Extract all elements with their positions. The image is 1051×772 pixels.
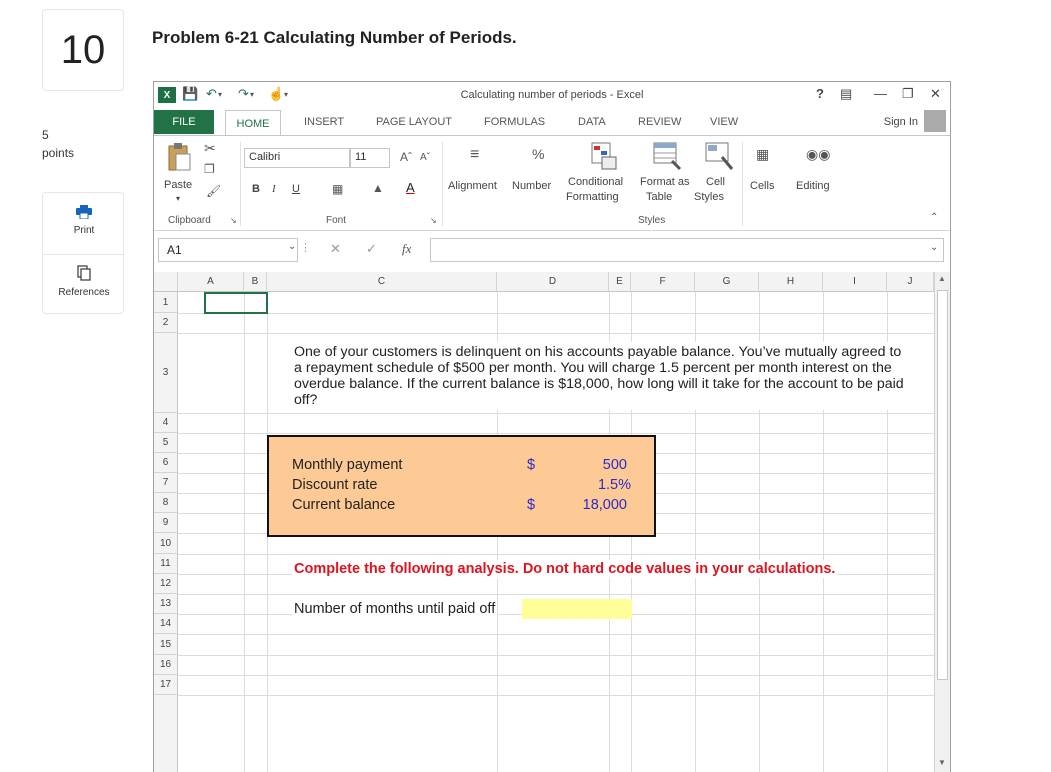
row-header[interactable]: 15 [154,634,178,655]
user-avatar-icon[interactable] [924,110,946,132]
redo-dropdown-icon[interactable]: ▾ [250,90,255,99]
cell-area[interactable] [178,292,934,772]
minimize-icon[interactable]: — [874,86,887,101]
editing-button[interactable]: Editing [796,180,830,192]
tab-view[interactable]: VIEW [710,116,739,128]
references-button[interactable] [43,265,125,315]
tab-file[interactable]: FILE [154,110,214,134]
row-header[interactable]: 2 [154,313,178,333]
formula-bar [154,236,950,264]
print-button[interactable] [43,205,125,255]
ribbon-separator [742,142,743,226]
number-button[interactable]: Number [512,180,552,192]
ribbon-separator [240,142,241,226]
confirm-entry-icon[interactable]: ✓ [366,241,377,256]
window-title: Calculating number of periods - Excel [460,89,644,101]
clipboard-icon[interactable] [166,142,192,172]
selected-cell-a1[interactable] [204,292,268,314]
restore-icon[interactable]: ❐ [902,86,914,101]
currency-symbol: $ [527,497,536,513]
conditional-formatting-label-2[interactable]: Formatting [566,191,619,203]
conditional-formatting-label-1[interactable]: Conditional [568,176,624,188]
worksheet-grid [154,272,950,772]
column-header[interactable]: G [695,272,759,292]
expand-formula-icon[interactable]: ⌄ [930,242,939,253]
format-as-table-label-1[interactable]: Format as [640,176,690,188]
ribbon-separator [442,142,443,226]
row-header[interactable]: 10 [154,533,178,554]
touch-mode-icon[interactable]: ☝ [268,86,285,101]
column-header[interactable]: E [609,272,631,292]
percent-icon[interactable]: % [532,146,545,162]
question-number: 10 [42,9,124,91]
format-painter-icon[interactable]: 🖌 [206,184,222,198]
discount-rate-value[interactable]: 1.5% [597,477,631,493]
references-label: References [58,287,110,298]
insert-function-button[interactable]: fx [402,241,412,256]
font-group-label: Font [326,215,347,226]
name-box-dropdown-icon[interactable]: ⌄ [288,241,297,252]
column-header[interactable]: D [497,272,609,292]
customize-qat-icon[interactable]: ▾ [284,90,289,99]
font-name-select[interactable]: Calibri [244,148,350,168]
sign-in-link[interactable]: Sign In [883,116,918,128]
column-header[interactable]: H [759,272,823,292]
problem-title: Problem 6-21 Calculating Number of Periods. [152,28,517,47]
tab-home[interactable]: HOME [225,110,281,136]
column-header[interactable]: A [178,272,244,292]
grow-font-icon[interactable]: Aˆ [400,150,412,164]
format-as-table-label-2[interactable]: Table [646,191,673,203]
tab-insert[interactable]: INSERT [304,116,345,128]
print-label: Print [73,225,95,236]
column-header[interactable]: C [267,272,497,292]
binoculars-icon[interactable]: ◉◉ [806,146,831,162]
tab-review[interactable]: REVIEW [638,116,682,128]
cut-icon[interactable]: ✂ [204,140,216,156]
scroll-thumb[interactable] [937,290,948,680]
row-header[interactable]: 9 [154,513,178,533]
conditional-formatting-icon[interactable] [590,141,618,171]
font-size-select[interactable]: 11 [350,148,390,168]
points-label: points [42,146,75,160]
bold-button[interactable]: B [252,183,260,195]
cancel-entry-icon[interactable]: ✕ [330,241,341,256]
alignment-icon[interactable]: ≡ [470,146,480,163]
tab-data[interactable]: DATA [578,116,606,128]
fill-color-icon[interactable]: ▲ [372,181,384,195]
row-header[interactable]: 12 [154,574,178,594]
scroll-down-icon[interactable]: ▼ [938,758,946,767]
cells-button[interactable]: Cells [750,180,775,192]
cell-styles-label-1[interactable]: Cell [706,176,725,188]
discount-rate-label: Discount rate [292,477,378,493]
row-header[interactable]: 6 [154,453,178,473]
alignment-button[interactable]: Alignment [448,180,497,192]
save-icon[interactable]: 💾 [182,86,199,101]
row-header[interactable]: 5 [154,433,178,453]
column-header[interactable]: F [631,272,695,292]
formula-input[interactable] [430,238,944,262]
column-header[interactable]: J [887,272,934,292]
select-all-corner[interactable] [154,272,178,292]
copy-icon [76,265,92,281]
clipboard-launcher-icon[interactable]: ↘ [230,216,237,225]
excel-logo-icon: X [158,87,176,103]
monthly-payment-value[interactable]: 500 [602,457,627,473]
row-header[interactable]: 17 [154,675,178,695]
tab-formulas[interactable]: FORMULAS [484,116,546,128]
column-header[interactable]: B [244,272,267,292]
instruction-text: Complete the following analysis. Do not hard code values in your calculations. [294,561,836,577]
current-balance-value[interactable]: 18,000 [582,497,627,513]
collapse-ribbon-icon[interactable]: ⌃ [930,212,939,223]
cell-styles-icon[interactable] [704,141,734,171]
styles-group-label: Styles [638,215,666,226]
monthly-payment-label: Monthly payment [292,457,403,473]
more-icon: ⋮ [300,242,311,254]
answer-label: Number of months until paid off [294,601,496,617]
format-as-table-icon[interactable] [652,141,682,171]
excel-window [153,81,951,772]
row-header[interactable]: 11 [154,554,178,574]
row-header-filler [154,695,178,772]
close-icon[interactable]: ✕ [930,86,941,101]
scroll-up-icon[interactable]: ▲ [938,274,946,283]
row-header[interactable]: 3 [154,333,178,413]
tab-page-layout[interactable]: PAGE LAYOUT [376,116,453,128]
row-header[interactable]: 16 [154,655,178,675]
row-header[interactable]: 4 [154,413,178,433]
side-divider [43,254,125,255]
current-balance-label: Current balance [292,497,396,513]
column-header[interactable]: I [823,272,887,292]
font-color-icon[interactable]: A [406,180,415,195]
undo-dropdown-icon[interactable]: ▾ [218,90,223,99]
redo-icon[interactable]: ↷ [238,86,249,101]
clipboard-group-label: Clipboard [168,215,211,226]
italic-button[interactable]: I [272,183,276,195]
name-box[interactable]: A1 [158,238,298,262]
shrink-font-icon[interactable]: Aˇ [420,152,430,163]
undo-icon[interactable]: ↶ [206,86,217,101]
row-header[interactable]: 1 [154,292,178,313]
borders-icon[interactable]: ▦ [332,182,344,196]
vertical-scrollbar[interactable] [934,272,950,772]
printer-icon [76,205,92,219]
underline-button[interactable]: U [292,183,300,195]
paste-button[interactable]: Paste [164,179,193,191]
row-header[interactable]: 13 [154,594,178,614]
problem-description: One of your customers is delinquent on his accounts payable balance. You’ve mutually agreed to a repayment schedule of $500 per month. You will charge 1.5 percent per month interest on the overdue balance. If the current balance is $18,000, how long will it take for the account to be paid off? [292,342,912,410]
row-header[interactable]: 7 [154,473,178,493]
input-values-box [267,435,656,537]
ribbon-display-icon[interactable]: ▤ [840,86,853,101]
cells-icon[interactable]: ▦ [756,146,770,162]
paste-dropdown-icon[interactable]: ▾ [176,194,181,203]
cell-styles-label-2[interactable]: Styles [694,191,724,203]
side-tools [42,192,124,314]
copy-format-icon[interactable]: ❐ [204,162,215,176]
row-header[interactable]: 14 [154,614,178,634]
answer-input-cell[interactable] [522,599,632,619]
ribbon-tabs [154,108,950,136]
row-header[interactable]: 8 [154,493,178,513]
currency-symbol: $ [527,457,536,473]
ribbon [154,135,950,231]
title-bar [154,82,950,108]
font-launcher-icon[interactable]: ↘ [430,216,437,225]
points-value: 5 [42,128,49,142]
help-button[interactable]: ? [816,86,824,101]
